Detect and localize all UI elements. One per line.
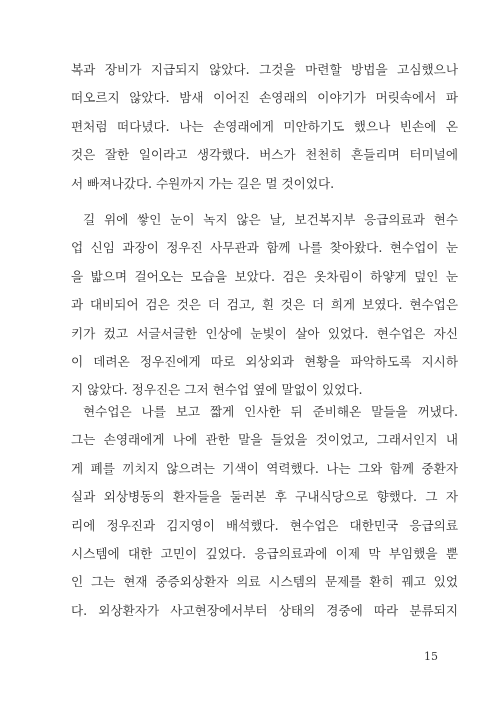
paragraph-3: [71, 398, 458, 625]
paragraph-2: [71, 206, 458, 405]
page-number: 15: [424, 650, 438, 663]
text-line: 이 데려온 정우진에게 따로 외상외과 현황을 파악하도록 지시하: [71, 353, 458, 369]
text-line: 지 않았다. 정우진은 그저 현수업 옆에 말없이 있었다.: [71, 382, 363, 398]
text-line: 것은 잘한 일이라고 생각했다. 버스가 천천히 흔들리며 터미널에: [71, 147, 458, 163]
paragraph-1: [71, 56, 458, 198]
text-line: 과 대비되어 검은 것은 더 검고, 흰 것은 더 희게 보였다. 현수업은: [71, 297, 458, 313]
text-line: 길 위에 쌓인 눈이 녹지 않은 날, 보건복지부 응급의료과 현수: [83, 212, 458, 227]
text-line: 시스템에 대한 고민이 깊었다. 응급의료과에 이제 막 부임했을 뿐: [71, 545, 458, 561]
text-line: 서 빠져나갔다. 수원까지 가는 길은 멀 것이었다.: [71, 175, 335, 191]
text-line: 복과 장비가 지급되지 않았다. 그것을 마련할 방법을 고심했으나: [71, 62, 458, 77]
text-line: 업 신임 과장이 정우진 사무관과 함께 나를 찾아왔다. 현수업이 눈: [71, 240, 458, 256]
text-line: 다. 외상환자가 사고현장에서부터 상태의 경중에 따라 분류되지: [71, 602, 458, 618]
text-line: 편처럼 떠다녔다. 나는 손영래에게 미안하기도 했으나 빈손에 온: [71, 118, 458, 134]
text-line: 키가 컸고 서글서글한 인상에 눈빛이 살아 있었다. 현수업은 자신: [71, 325, 458, 341]
text-line: 현수업은 나를 보고 짧게 인사한 뒤 준비해온 말들을 꺼냈다.: [83, 404, 458, 419]
text-line: 떠오르지 않았다. 밤새 이어진 손영래의 이야기가 머릿속에서 파: [71, 90, 458, 106]
text-line: 그는 손영래에게 나에 관한 말을 들었을 것이었고, 그래서인지 내: [71, 432, 458, 448]
text-line: 리에 정우진과 김지영이 배석했다. 현수업은 대한민국 응급의료: [71, 517, 458, 533]
text-line: 게 폐를 끼치지 않으려는 기색이 역력했다. 나는 그와 함께 중환자: [71, 460, 458, 476]
text-line: 을 밟으며 걸어오는 모습을 보았다. 검은 옷차림이 하얗게 덮인 눈: [71, 268, 458, 284]
text-line: 실과 외상병동의 환자들을 둘러본 후 구내식당으로 향했다. 그 자: [71, 489, 458, 505]
text-line: 인 그는 현재 중증외상환자 의료 시스템의 문제를 환히 꿰고 있었: [71, 574, 458, 590]
